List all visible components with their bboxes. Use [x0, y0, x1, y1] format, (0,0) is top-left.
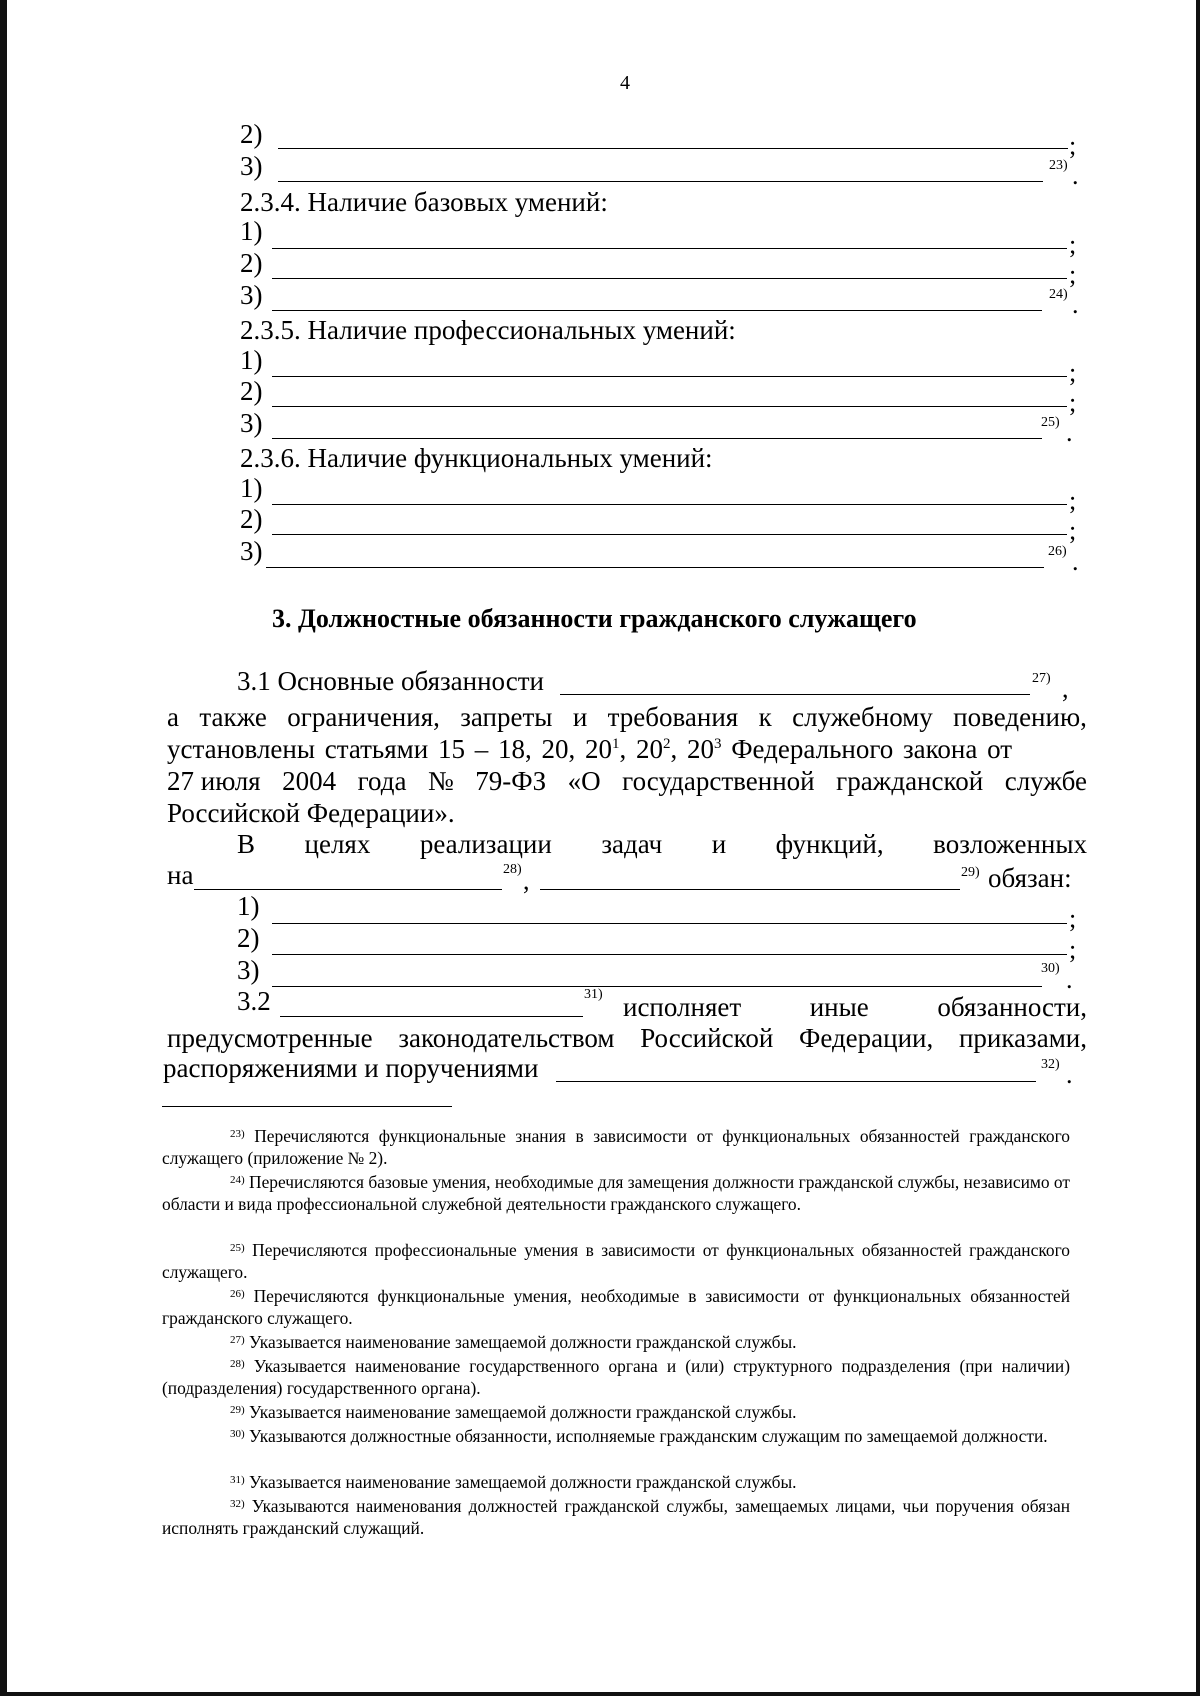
item-label: 1) [240, 345, 263, 375]
blank-line[interactable] [194, 889, 502, 890]
item-label: 1) [240, 473, 263, 503]
blank-line[interactable] [272, 376, 1067, 377]
item-punct: . [1066, 965, 1073, 994]
paragraph-line: а также ограничения, запреты и требования к служебному поведению, [167, 702, 1087, 732]
item-label: 3) [240, 536, 263, 566]
item-label: 1) [237, 891, 260, 921]
footnote-ref: 27) [1032, 671, 1051, 686]
blank-line[interactable] [272, 986, 1042, 987]
scan-edge-left [0, 0, 7, 1696]
footnote-ref: 28) [503, 862, 522, 877]
footnote: $^{26)}$ Перечисляются функциональные умения, необходимые в зависимости от функциональных обязанностей гражданского служащего. [162, 1286, 1070, 1328]
item-punct: ; [1069, 131, 1077, 160]
item-punct: ; [1069, 388, 1077, 417]
footnote-ref: 24) [1049, 287, 1068, 302]
footnote-ref: 31) [584, 987, 603, 1002]
item-label: 1) [240, 216, 263, 246]
paragraph-lead: 3.1 Основные обязанности [237, 666, 544, 696]
footnote-ref: 26) [1048, 544, 1067, 559]
item-punct: ; [1069, 516, 1077, 545]
footnote: $^{31)}$ Указывается наименование замещаемой должности гражданской службы. [230, 1472, 797, 1492]
item-label: 2) [240, 119, 263, 149]
item-label: 3) [240, 408, 263, 438]
blank-line[interactable] [266, 567, 1044, 568]
paragraph-line: установлены статьями 15 – 18, 20, $20^1$, $20^2$, $20^3$ Федерального закона от [167, 734, 1013, 764]
blank-line[interactable] [556, 1081, 1036, 1082]
blank-line[interactable] [560, 694, 1030, 695]
footnote-ref: 30) [1041, 961, 1060, 976]
paragraph-lead: 3.2 [237, 986, 271, 1016]
footnote: $^{32)}$ Указываются наименования должностей гражданской службы, замещаемых лицами, чьи поручения обязан исполнять гражданский служащий. [162, 1496, 1070, 1538]
paragraph-line: Российской Федерации». [167, 798, 455, 828]
blank-line[interactable] [272, 534, 1067, 535]
item-punct: . [1072, 290, 1079, 319]
text-obyazan: обязан: [988, 863, 1072, 893]
scan-edge-right [1196, 0, 1200, 1696]
footnote: $^{30)}$ Указываются должностные обязанности, исполняемые гражданским служащим по замещаемой должности. [230, 1426, 1048, 1446]
paragraph-line: предусмотренные законодательством Российской Федерации, приказами, [167, 1023, 1087, 1053]
footnote: $^{23)}$ Перечисляются функциональные знания в зависимости от функциональных обязанностей гражданского служащего (приложение № 2). [162, 1126, 1070, 1168]
section-heading: 3. Должностные обязанности гражданского служащего [272, 604, 917, 633]
item-label: 3) [237, 955, 260, 985]
footnote: $^{29)}$ Указывается наименование замещаемой должности гражданской службы. [230, 1402, 797, 1422]
footnote-ref: 25) [1041, 415, 1060, 430]
scan-edge-bottom [0, 1692, 1200, 1696]
item-punct: ; [1069, 904, 1077, 933]
item-label: 2) [240, 504, 263, 534]
item-label: 2) [240, 376, 263, 406]
blank-line[interactable] [272, 923, 1067, 924]
item-label: 2) [237, 923, 260, 953]
blank-line[interactable] [280, 1016, 583, 1017]
blank-line[interactable] [540, 889, 960, 890]
item-punct: ; [1069, 935, 1077, 964]
item-label: 2) [240, 248, 263, 278]
section-title: 2.3.6. Наличие функциональных умений: [240, 443, 713, 473]
footnote-separator [162, 1106, 452, 1107]
blank-line[interactable] [272, 278, 1067, 279]
item-label: 3) [240, 151, 263, 181]
item-punct: . [1066, 418, 1073, 447]
blank-line[interactable] [272, 504, 1067, 505]
paragraph-line: 27 июля 2004 года № 79-ФЗ «О государственной гражданской службе [167, 766, 1087, 796]
blank-line[interactable] [272, 406, 1067, 407]
punct: , [523, 866, 530, 895]
section-title: 2.3.4. Наличие базовых умений: [240, 187, 608, 217]
blank-line[interactable] [278, 148, 1068, 149]
paragraph-line: распоряжениями и поручениями [163, 1053, 539, 1083]
footnote: $^{24)}$ Перечисляются базовые умения, необходимые для замещения должности гражданской службы, независимо от области и вида профессиональной служебной деятельности гражданского служащего. [162, 1172, 1071, 1214]
item-label: 3) [240, 280, 263, 310]
footnote-ref: 23) [1049, 158, 1068, 173]
punct: , [1062, 674, 1069, 703]
footnote-ref: 29) [961, 865, 980, 880]
item-punct: . [1072, 547, 1079, 576]
section-title: 2.3.5. Наличие профессиональных умений: [240, 315, 736, 345]
item-punct: ; [1069, 358, 1077, 387]
text-na: на [167, 860, 194, 890]
item-punct: . [1072, 161, 1079, 190]
footnote-ref: 32) [1041, 1057, 1060, 1072]
page-number: 4 [620, 72, 630, 94]
footnote: $^{25)}$ Перечисляются профессиональные умения в зависимости от функциональных обязанностей гражданского служащего. [162, 1240, 1070, 1282]
blank-line[interactable] [278, 181, 1043, 182]
item-punct: ; [1069, 230, 1077, 259]
paragraph-line: В целях реализации задач и функций, возложенных [237, 829, 1087, 859]
item-punct: ; [1069, 260, 1077, 289]
blank-line[interactable] [272, 954, 1067, 955]
item-punct: ; [1069, 486, 1077, 515]
paragraph-line: исполняет иные обязанности, [623, 992, 1087, 1022]
blank-line[interactable] [272, 248, 1067, 249]
blank-line[interactable] [272, 438, 1042, 439]
footnote: $^{27)}$ Указывается наименование замещаемой должности гражданской службы. [230, 1332, 797, 1352]
blank-line[interactable] [272, 310, 1042, 311]
footnote: $^{28)}$ Указывается наименование государственного органа и (или) структурного подразделения (при наличии) (подразделения) государственного органа). [162, 1356, 1070, 1398]
punct: . [1066, 1060, 1073, 1089]
